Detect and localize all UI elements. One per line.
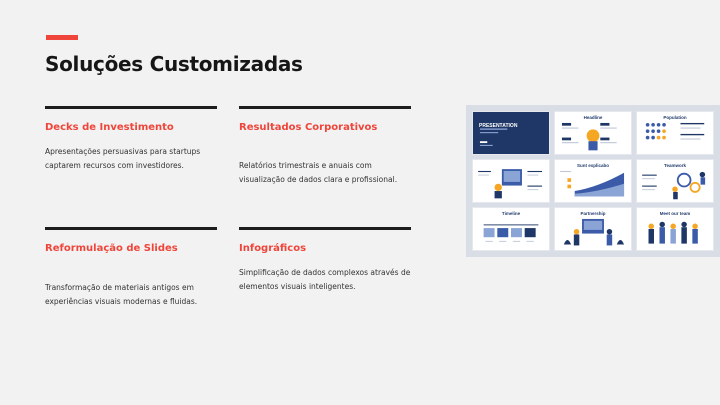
thumb-team-slide: [636, 207, 714, 251]
thumb-people-grid-slide: [636, 111, 714, 155]
title-accent-bar: [46, 35, 78, 40]
page-title: Soluções Customizadas: [45, 52, 303, 76]
card-divider: [45, 227, 217, 230]
card-divider: [239, 106, 411, 109]
thumb-label: Sunt explicabo: [576, 163, 609, 168]
card-heading: Reformulação de Slides: [45, 243, 178, 254]
infographic-slide-icon: [473, 160, 549, 202]
thumb-label: PRESENTATION: [479, 123, 518, 129]
thumb-kpi-slide: [554, 111, 632, 155]
card-heading: Decks de Investimento: [45, 122, 174, 133]
card-decks-investimento: [45, 106, 217, 173]
card-divider: [239, 227, 411, 230]
card-text: Apresentações persuasivas para startups captarem recursos com investidores.: [45, 147, 201, 170]
card-heading: Infográficos: [239, 243, 307, 254]
card-text: Transformação de materiais antigos em experiências visuais modernas e fluidas.: [45, 283, 198, 306]
thumb-area-chart-slide: [554, 159, 632, 203]
cover-slide-icon: [473, 112, 549, 154]
thumb-infographic-slide: [472, 159, 550, 203]
thumb-partnership-slide: [554, 207, 632, 251]
card-divider: [45, 106, 217, 109]
thumb-label: Population: [663, 115, 687, 120]
card-text: Relatórios trimestrais e anuais com visualização de dados clara e profissional.: [239, 161, 398, 184]
card-text: Simplificação de dados complexos através de elementos visuais inteligentes.: [239, 268, 411, 291]
thumb-cover-slide: [472, 111, 550, 155]
thumb-timeline-slide: [472, 207, 550, 251]
thumb-label: Meet our team: [659, 211, 691, 216]
thumb-label: Teamwork: [664, 163, 686, 168]
thumb-teamwork-slide: [636, 159, 714, 203]
thumb-label: Partnership: [580, 211, 606, 216]
card-reformulacao-slides: [45, 227, 217, 309]
slide-preview-collage: [466, 105, 720, 257]
card-resultados-corporativos: [239, 106, 411, 187]
thumb-label: Timeline: [501, 211, 521, 216]
thumb-label: Headline: [583, 115, 603, 120]
card-heading: Resultados Corporativos: [239, 122, 378, 133]
card-infograficos: [239, 227, 411, 294]
